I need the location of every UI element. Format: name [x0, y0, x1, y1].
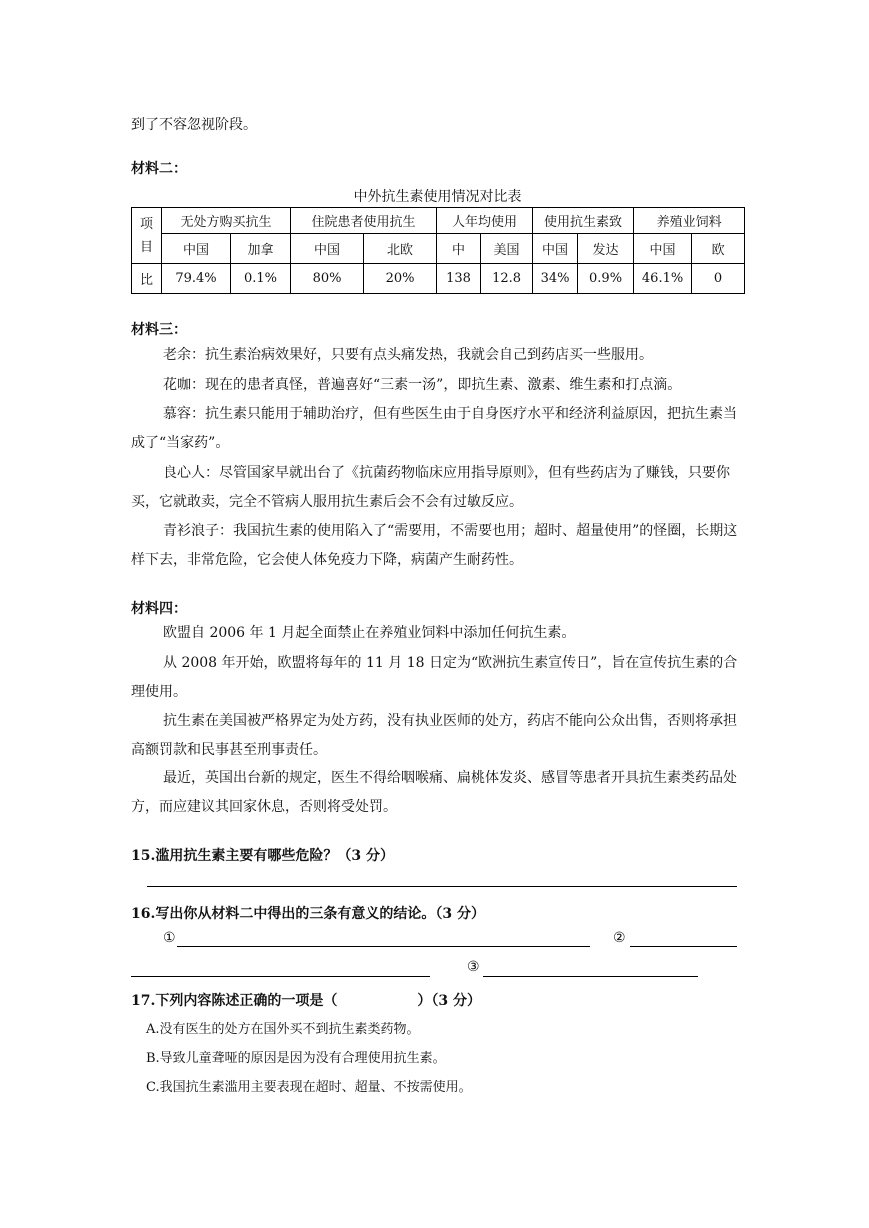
- row-label: 比: [132, 264, 162, 294]
- material3-paragraph: 良心人：尽管国家早就出台了《抗菌药物临床应用指导原则》，但有些药店为了赚钱，只要你买，它就敢卖，完全不管病人服用抗生素后会不会有过敏反应。: [131, 465, 730, 510]
- column-header: 人年均使用: [437, 208, 533, 234]
- column-header: 养殖业饲料: [634, 208, 745, 234]
- material3-paragraph: 青衫浪子：我国抗生素的使用陷入了“需要用，不需要也用；超时、超量使用”的怪圈，长期这样下去，非常危险，它会使人体免疫力下降，病菌产生耐药性。: [131, 523, 738, 568]
- subheader-cell: 美国: [481, 234, 533, 264]
- answer-mark-3: ③: [467, 959, 480, 975]
- row-header-bottom: 目: [139, 239, 153, 255]
- question-17-text: 17.下列内容陈述正确的一项是（: [131, 993, 338, 1009]
- material4-paragraph: 从 2008 年开始，欧盟将每年的 11 月 18 日定为“欧洲抗生素宣传日”，旨在宣传抗生素的合理使用。: [131, 655, 738, 700]
- material3-paragraph: 慕容：抗生素只能用于辅助治疗，但有些医生由于自身医疗水平和经济利益原因，把抗生素当成了“当家药”。: [131, 406, 737, 451]
- option-b: B.导致儿童聋哑的原因是因为没有合理使用抗生素。: [146, 1051, 446, 1066]
- subheader-cell: 北欧: [364, 234, 437, 264]
- answer-line-15[interactable]: [147, 886, 737, 887]
- answer-line-16-3[interactable]: [483, 976, 698, 977]
- comparison-table: [131, 207, 745, 294]
- subheader-cell: 中国: [533, 234, 578, 264]
- subheader-cell: 欧: [692, 234, 745, 264]
- material4-paragraph: 抗生素在美国被严格界定为处方药，没有执业医师的处方，药店不能向公众出售，否则将承担高额罚款和民事甚至刑事责任。: [131, 713, 737, 758]
- column-header: 无处方购买抗生: [162, 208, 291, 234]
- value-cell: 12.8: [481, 264, 533, 294]
- material4-paragraph: 最近，英国出台新的规定，医生不得给咽喉痛、扁桃体发炎、感冒等患者开具抗生素类药品处方，而应建议其回家休息，否则将受处罚。: [131, 770, 737, 815]
- answer-line-16-2-cont[interactable]: [131, 976, 430, 977]
- value-cell: 138: [437, 264, 481, 294]
- value-cell: 0: [692, 264, 745, 294]
- question-16: 16.写出你从材料二中得出的三条有意义的结论。（3 分）: [131, 906, 485, 922]
- answer-line-16-1[interactable]: [177, 946, 590, 947]
- value-cell: 46.1%: [634, 264, 692, 294]
- material3-heading: 材料三：: [131, 322, 187, 338]
- value-cell: 34%: [533, 264, 578, 294]
- row-header-cell: [132, 208, 162, 264]
- answer-mark-1: ①: [163, 930, 176, 946]
- question-17-text-end: ）（3 分）: [417, 993, 481, 1009]
- question-17: [131, 990, 481, 1010]
- answer-mark-2: ②: [613, 930, 626, 946]
- column-header: 住院患者使用抗生: [291, 208, 437, 234]
- subheader-cell: 中国: [291, 234, 364, 264]
- table-title: 中外抗生素使用情况对比表: [353, 189, 522, 205]
- material3-paragraph: 花咖：现在的患者真怪，普遍喜好“三素一汤”，即抗生素、激素、维生素和打点滴。: [163, 377, 682, 393]
- subheader-cell: 中: [437, 234, 481, 264]
- value-cell: 0.9%: [578, 264, 634, 294]
- option-c: C.我国抗生素滥用主要表现在超时、超量、不按需使用。: [146, 1080, 472, 1095]
- value-cell: 79.4%: [162, 264, 231, 294]
- question-15: 15.滥用抗生素主要有哪些危险？（3 分）: [131, 848, 394, 864]
- option-a: A.没有医生的处方在国外买不到抗生素类药物。: [146, 1022, 420, 1037]
- subheader-cell: 加拿: [231, 234, 291, 264]
- value-cell: 20%: [364, 264, 437, 294]
- subheader-cell: 中国: [634, 234, 692, 264]
- answer-line-16-2[interactable]: [630, 946, 737, 947]
- material3-paragraph: 老余：抗生素治病效果好，只要有点头痛发热，我就会自己到药店买一些服用。: [163, 347, 653, 363]
- subheader-cell: 发达: [578, 234, 634, 264]
- material2-heading: 材料二：: [131, 161, 187, 177]
- material4-paragraph: 欧盟自 2006 年 1 月起全面禁止在养殖业饲料中添加任何抗生素。: [163, 625, 576, 641]
- column-header: 使用抗生素致: [533, 208, 634, 234]
- value-cell: 80%: [291, 264, 364, 294]
- intro-line: 到了不容忽视阶段。: [131, 117, 257, 133]
- value-cell: 0.1%: [231, 264, 291, 294]
- subheader-cell: 中国: [162, 234, 231, 264]
- row-header-top: 项: [139, 216, 153, 232]
- material4-heading: 材料四：: [131, 601, 187, 617]
